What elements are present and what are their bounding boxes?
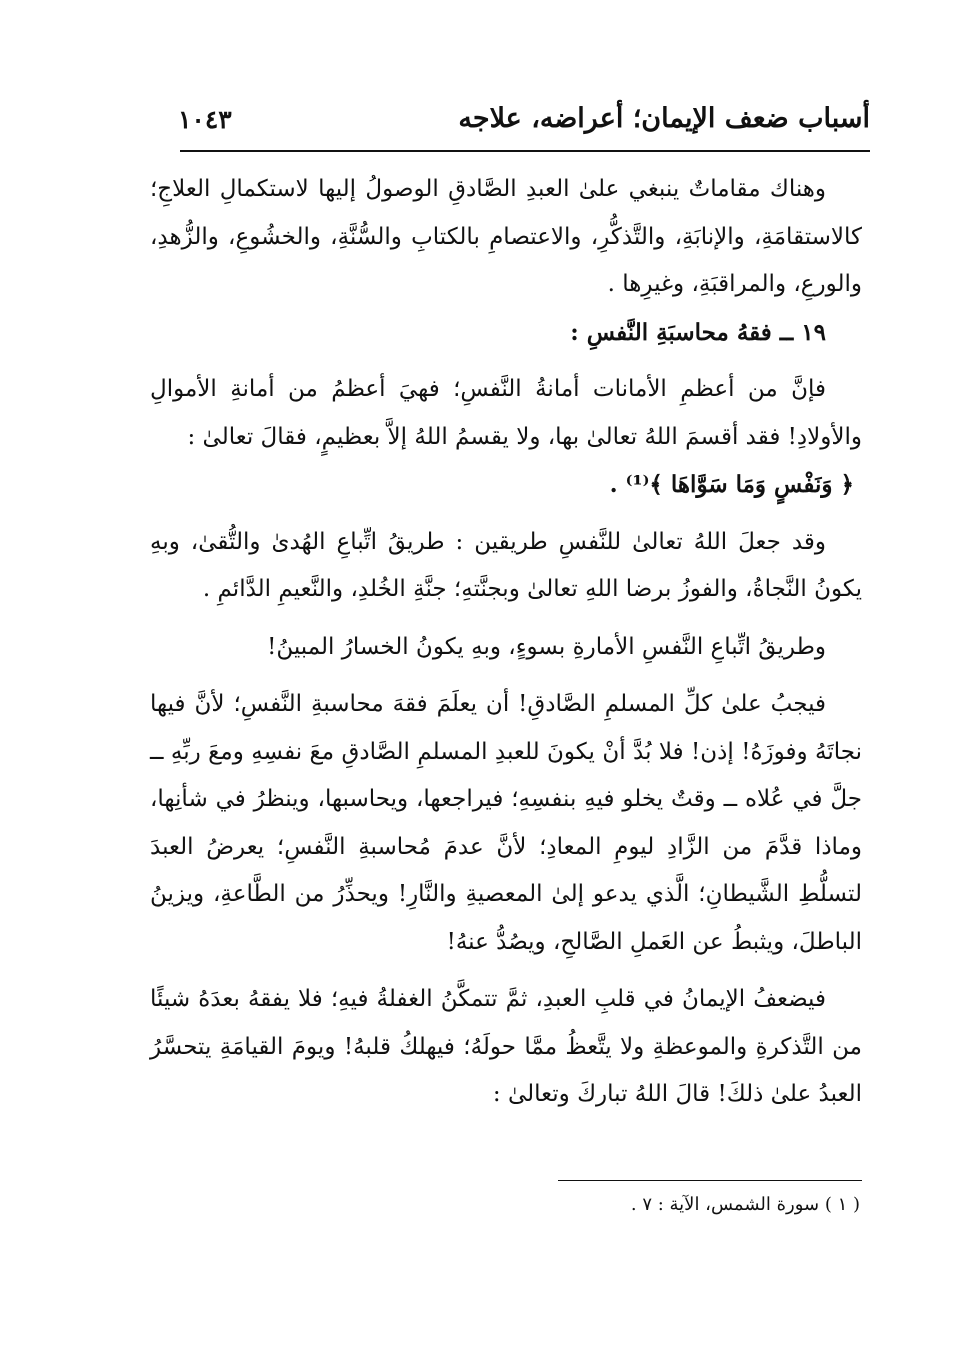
page-header xyxy=(178,103,870,149)
paragraph-4: وطريقُ اتِّباعِ النَّفسِ الأمارةِ بسوءٍ، وبهِ يكونُ الخسارُ المبينُ! xyxy=(267,633,826,660)
footnote-divider xyxy=(558,1180,862,1181)
paragraph-3: وقد جعلَ اللهُ تعالىٰ للنَّفسِ طريقين : طريقُ اتِّباعِ الهُدىٰ والتُّقىٰ، وبهِ يكونُ النَّجاةُ، والفوزُ برضا اللهِ تعالىٰ وبجنَّتهِ؛ جنَّةِ الخُلدِ، والنَّعيمِ الدَّائمِ . xyxy=(150,528,862,602)
footnote: ( ١ ) سورة الشمس، الآية : ٧ . xyxy=(630,1194,860,1215)
main-text xyxy=(150,166,862,1119)
paragraph-5: فيجبُ علىٰ كلِّ المسلمِ الصَّادقِ! أن يعلَمَ فقهَ محاسبةِ النَّفسِ؛ لأنَّ فيها نجاتَهُ وفوزَهُ! إذن! فلا بُدَّ أنْ يكونَ للعبدِ المسلمِ الصَّادقِ معَ نفسِهِ ومعَ ربِّهِ ــ جلَّ في عُلاه ــ وقتٌ يخلو فيهِ بنفسِهِ؛ فيراجعها، ويحاسبها، وينظرُ في شأنِها، وماذا قدَّمَ من الزَّادِ ليومِ المعادِ؛ لأنَّ عدمَ مُحاسبةِ النَّفسِ؛ يعرضُ العبدَ لتسلُّطِ الشَّيطانِ؛ الَّذي يدعو إلىٰ المعصيةِ والنَّارِ! ويحذِّرُ من الطَّاعةِ، ويزينُ الباطلَ، ويثبطُ عن العَملِ الصَّالحِ، ويصُدُّ عنهُ! xyxy=(150,691,862,955)
running-title: أسباب ضعف الإيمان؛ أعراضه، علاجه xyxy=(458,103,870,134)
paragraph-6: فيضعفُ الإيمانُ في قلبِ العبدِ، ثمَّ تتمكَّنُ الغفلةُ فيهِ؛ فلا يفقهُ بعدَهُ شيئًا من التَّذكرةِ والموعظةِ ولا يتَّعظُ ممَّا حولَهُ؛ فيهلكُ قلبهُ! ويومَ القيامَةِ يتحسَّرُ العبدُ علىٰ ذلكَ! قالَ اللهُ تباركَ وتعالىٰ : xyxy=(150,986,862,1107)
quran-verse: ﴿ وَنَفْسٍ وَمَا سَوَّاهَا ﴾⁽¹⁾ . xyxy=(609,471,854,498)
section-heading: ١٩ ــ فقهُ محاسبَةِ النَّفسِ : xyxy=(570,318,826,346)
header-divider xyxy=(180,150,870,152)
paragraph-1: وهناك مقاماتٌ ينبغي علىٰ العبدِ الصَّادقِ الوصولُ إليها لاستكمالِ العلاجِ؛ كالاستقامَةِ، والإنابَةِ، والتَّذكُّرِ، والاعتصامِ بالكتابِ والسُّنَّةِ، والخشُوعِ، والزُّهدِ، والورعِ، والمراقبَةِ، وغيرِها . xyxy=(150,176,862,297)
page-number: ١٠٤٣ xyxy=(178,105,232,134)
paragraph-2: فإنَّ من أعظمِ الأمانات أمانةُ النَّفسِ؛ فهيَ أعظمُ من أمانةِ الأموالِ والأولادِ! فقد أقسمَ اللهُ تعالىٰ بها، ولا يقسمُ اللهُ إلاَّ بعظيمٍ، فقالَ تعالىٰ : xyxy=(150,376,862,450)
